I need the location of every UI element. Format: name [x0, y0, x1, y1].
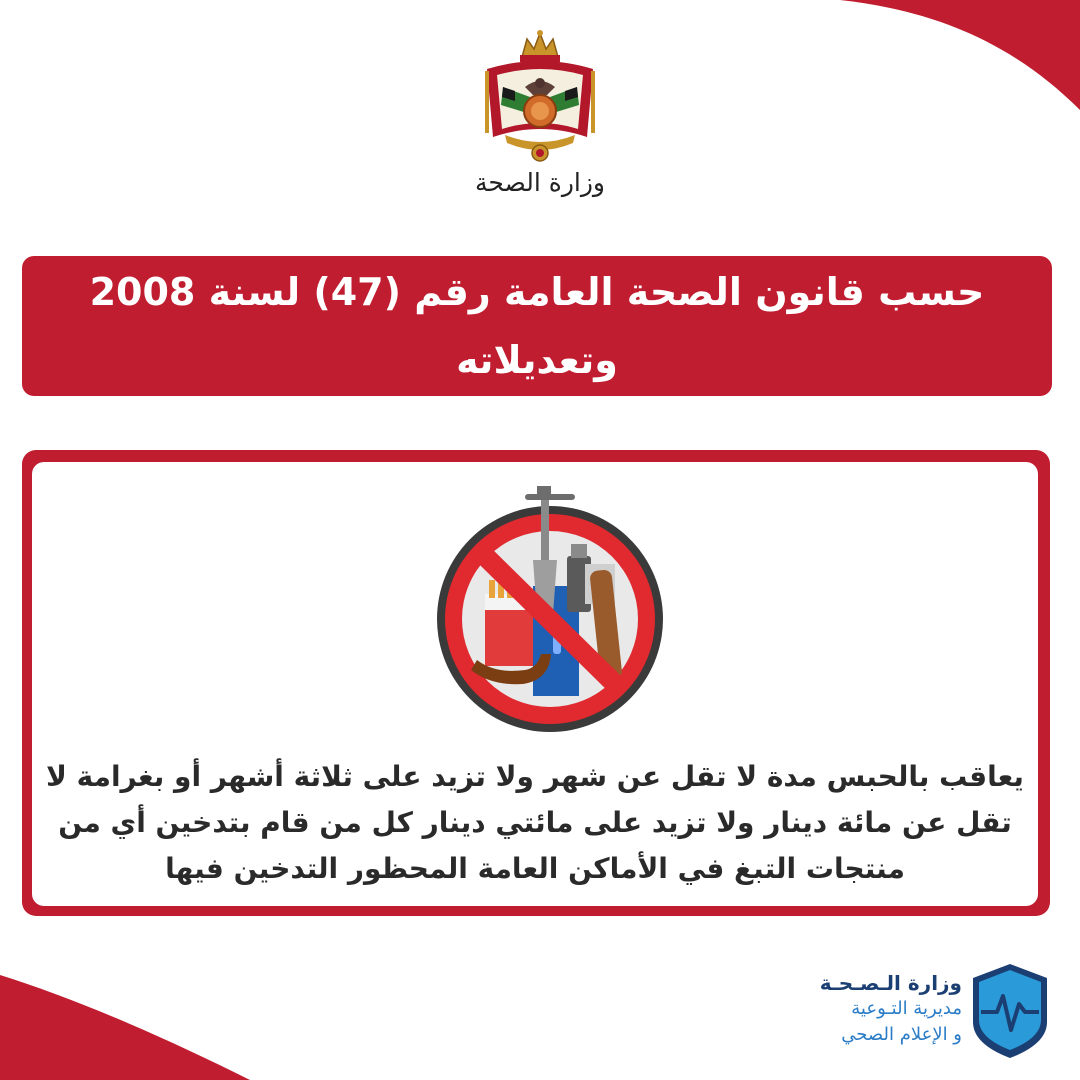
corner-wave-top-right — [780, 0, 1080, 130]
penalty-card — [22, 450, 1050, 916]
no-smoking-tobacco-products-icon — [425, 474, 675, 744]
ministry-calligraphy: وزارة الصحة — [475, 168, 605, 197]
jordan-coat-of-arms-icon — [475, 25, 605, 165]
ministry-logo — [810, 960, 1060, 1065]
law-title: حسب قانون الصحة العامة رقم (47) لسنة 2008 وتعديلاته — [89, 270, 985, 382]
penalty-card-inner — [32, 462, 1038, 906]
law-banner — [22, 256, 1052, 396]
logo-line-directorate: مديرية التـوعية — [851, 998, 962, 1019]
shield-heartbeat-icon — [967, 960, 1053, 1060]
penalty-text: يعاقب بالحبس مدة لا تقل عن شهر ولا تزيد على ثلاثة أشهر أو بغرامة لا تقل عن مائة دينار ولا تزيد على مائتي دينار كل من قام بتدخين أي من منتجات التبغ في الأماكن العامة المحظور التدخين فيها — [46, 760, 1024, 885]
logo-text — [810, 970, 962, 1048]
logo-line-media: و الإعلام الصحي — [841, 1024, 962, 1045]
corner-wave-bottom-left — [0, 960, 260, 1080]
logo-line-ministry: وزارة الـصـحـة — [819, 971, 962, 995]
